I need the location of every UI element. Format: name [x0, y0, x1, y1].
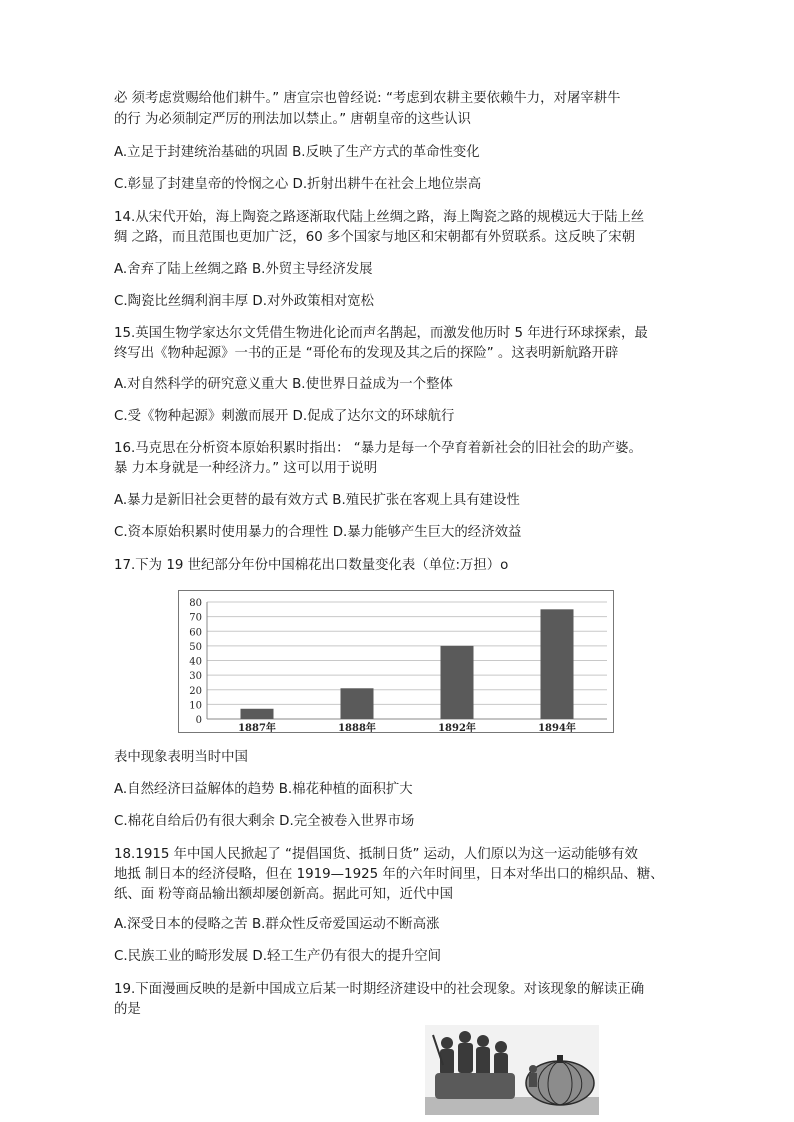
text-line: 必 须考虑赏赐给他们耕牛。” 唐宣宗也曾经说: “考虑到农耕主要依赖牛力，对屠宰耕牛: [114, 91, 621, 106]
y-tick-label: 80: [189, 598, 202, 609]
q17-stem: 表中现象表明当时中国: [114, 750, 248, 765]
x-tick-label: 1894年: [538, 723, 576, 734]
q15-stem: 终写出《物种起源》一书的正是 “哥伦布的发现及其之后的探险” 。这表明新航路开辟: [114, 346, 619, 361]
q15-option-cd: C.受《物种起源》刺激而展开 D.促成了达尔文的环球航行: [114, 409, 455, 424]
x-tick-label: 1888年: [338, 723, 376, 734]
q16-option-cd: C.资本原始积累时使用暴力的合理性 D.暴力能够产生巨大的经济效益: [114, 525, 522, 540]
y-tick-label: 20: [189, 685, 202, 697]
q13-option-ab: A.立足于封建统治基础的巩固 B.反映了生产方式的革命性变化: [114, 145, 480, 160]
y-tick-label: 0: [195, 715, 202, 726]
q18-stem: 地抵 制日本的经济侵略，但在 1919—1925 年的六年时间里，日本对华出口的棉织品、糖、: [114, 867, 664, 882]
q18-stem: 纸、面 粉等商品输出额却屡创新高。据此可知，近代中国: [114, 887, 454, 902]
q13-option-cd: C.彰显了封建皇帝的怜悯之心 D.折射出耕牛在社会上地位崇高: [114, 177, 482, 192]
q15-stem: 15.英国生物学家达尔文凭借生物进化论而声名鹊起，而激发他历时 5 年进行环球探索，最: [114, 326, 648, 341]
x-tick-label: 1887年: [238, 723, 276, 734]
q17-stem: 17.下为 19 世纪部分年份中国棉花出口数量变化表（单位:万担）o: [114, 558, 509, 573]
q16-stem: 16.马克思在分析资本原始积累时指出： “暴力是每一个孕育着新社会的旧社会的助产婆。: [114, 441, 642, 456]
bar: [241, 709, 274, 719]
q17-option-ab: A.自然经济曰益解体的趋势 B.棉花种植的面积扩大: [114, 782, 413, 797]
cotton-export-chart: [178, 590, 614, 733]
q18-option-ab: A.深受日本的侵略之苦 B.群众性反帝爱国运动不断高涨: [114, 917, 440, 932]
q14-stem: 绸 之路，而且范围也更加广泛，60 多个国家与地区和宋朝都有外贸联系。这反映了宋朝: [114, 230, 636, 245]
y-tick-label: 30: [189, 671, 202, 683]
q18-option-cd: C.民族工业的畸形发展 D.轻工生产仍有很大的提升空间: [114, 949, 442, 964]
q19-stem: 的是: [114, 1002, 141, 1017]
q14-stem: 14.从宋代开始，海上陶瓷之路逐渐取代陆上丝绸之路，海上陶瓷之路的规模远大于陆上丝: [114, 210, 645, 225]
bar-chart-svg: [179, 591, 615, 734]
q15-option-ab: A.对自然科学的研究意义重大 B.使世界日益成为一个整体: [114, 377, 453, 392]
q14-option-cd: C.陶瓷比丝绸利润丰厚 D.对外政策相对宽松: [114, 294, 375, 309]
bar: [341, 688, 374, 719]
bar: [541, 609, 574, 719]
q14-option-ab: A.舍弃了陆上丝绸之路 B.外贸主导经济发展: [114, 262, 373, 277]
q16-stem: 暴 力本身就是一种经济力。” 这可以用于说明: [114, 461, 378, 476]
bar: [441, 646, 474, 719]
y-tick-label: 60: [189, 627, 202, 639]
y-tick-label: 50: [189, 641, 202, 653]
text-line: 的行 为必须制定严厉的刑法加以禁止。” 唐朝皇帝的这些认识: [114, 112, 471, 127]
q18-stem: 18.1915 年中国人民掀起了 “提倡国货、抵制日货” 运动，人们原以为这一运动能够有效: [114, 847, 638, 862]
y-tick-label: 10: [189, 700, 202, 712]
q19-stem: 19.下面漫画反映的是新中国成立后某一时期经济建设中的社会现象。对该现象的解读正确: [114, 982, 645, 997]
q17-option-cd: C.棉花自给后仍有很大剩余 D.完全被卷入世界市场: [114, 814, 415, 829]
y-tick-label: 40: [189, 656, 202, 668]
q16-option-ab: A.暴力是新旧社会更替的最有效方式 B.殖民扩张在客观上具有建设性: [114, 493, 520, 508]
cartoon-image: [425, 1025, 599, 1115]
y-tick-label: 70: [189, 612, 202, 624]
x-tick-label: 1892年: [438, 723, 476, 734]
